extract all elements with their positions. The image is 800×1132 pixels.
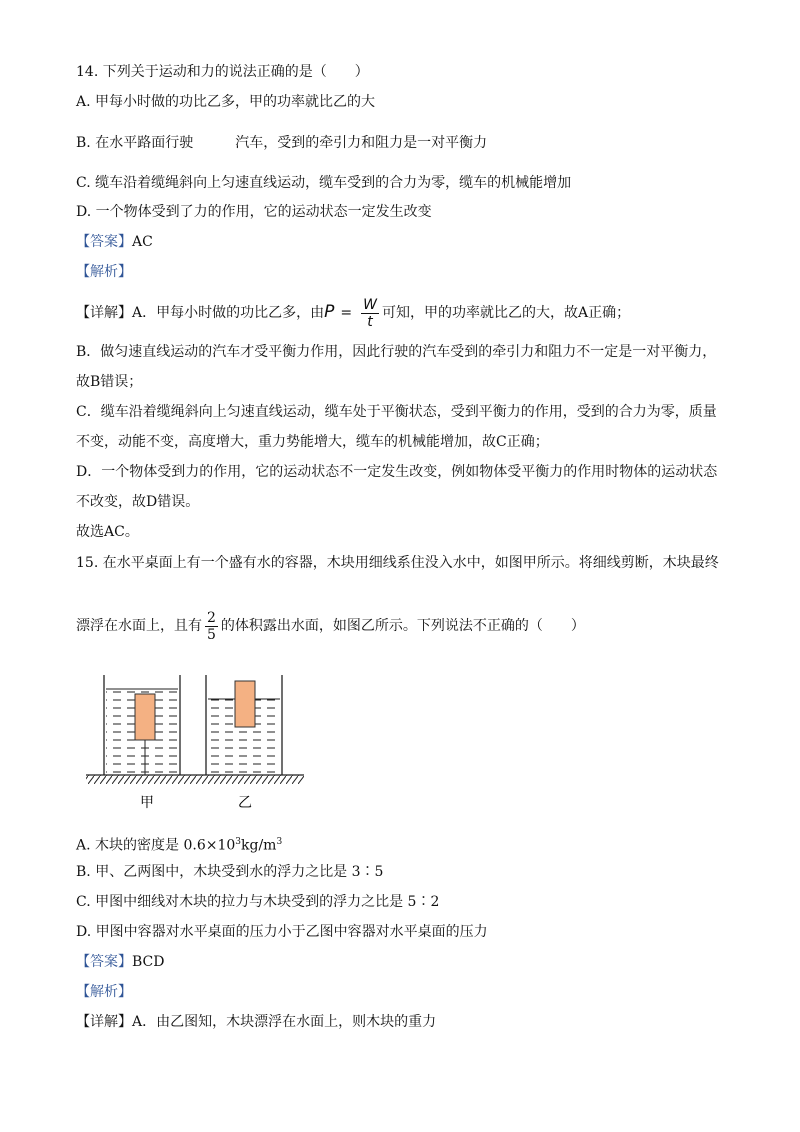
- formula-p: P: [324, 302, 335, 322]
- q15-detail-a: [76, 1012, 436, 1032]
- answer-value: BCD: [132, 954, 165, 970]
- formula-fraction: [361, 297, 379, 330]
- detail-a-post: 可知，甲的功率就比乙的大，故A正确；: [381, 305, 631, 321]
- q15-stem-line1: 15. 在水平桌面上有一个盛有水的容器，木块用细线系住没入水中，如图甲所示。将细线剪断，木块最终: [76, 555, 719, 571]
- container-yi: [206, 675, 282, 775]
- q14-option-d: D. 一个物体受到了力的作用，它的运动状态一定发生改变: [76, 204, 432, 220]
- q14-option-a: A. 甲每小时做的功比乙多，甲的功率就比乙的大: [76, 94, 376, 110]
- q15-option-b: B. 甲、乙两图中，木块受到水的浮力之比是 3∶5: [76, 864, 384, 880]
- q15-option-d: D. 甲图中容器对水平桌面的压力小于乙图中容器对水平桌面的压力: [76, 924, 488, 940]
- q15-analysis-tag: [76, 982, 132, 1002]
- fraction-two-fifths: [205, 610, 218, 643]
- answer-tag: 【答案】: [76, 954, 132, 970]
- q14-detail-a: [76, 294, 630, 330]
- stem-line2-post: 的体积露出水面，如图乙所示。下列说法不正确的（ ）: [220, 618, 585, 634]
- formula-num: W: [363, 296, 377, 313]
- ground-hatch: [86, 775, 304, 784]
- q14-detail-c: C．缆车沿着缆绳斜向上匀速直线运动，缆车处于平衡状态，受到平衡力的作用，受到的合力为零，质量: [76, 404, 717, 420]
- q14-option-c: C. 缆车沿着缆绳斜向上匀速直线运动，缆车受到的合力为零，缆车的机械能增加: [76, 175, 572, 191]
- q15-answer-line: [76, 952, 164, 972]
- container-jia: [104, 675, 180, 775]
- stem-line2-pre: 漂浮在水面上，且有: [76, 618, 202, 634]
- formula-den: t: [367, 313, 373, 330]
- q14-detail-d: D．一个物体受到力的作用，它的运动状态不一定发生改变，例如物体受平衡力的作用时物体的运动状态: [76, 464, 718, 480]
- option-a-text: A. 木块的密度是 0.6×10: [76, 837, 236, 854]
- q14-detail-b: B．做匀速直线运动的汽车才受平衡力作用，因此行驶的汽车受到的牵引力和阻力不一定是一对平衡力，: [76, 344, 717, 360]
- label-yi: 乙: [238, 795, 252, 811]
- option-a-unit-exp: 3: [276, 837, 283, 847]
- q15-option-c: C. 甲图中细线对木块的拉力与木块受到的浮力之比是 5∶2: [76, 894, 440, 910]
- label-jia: 甲: [140, 795, 154, 811]
- q14-stem: 14. 下列关于运动和力的说法正确的是（ ）: [76, 64, 369, 80]
- detail-a-text: A．甲每小时做的功比乙多，由: [132, 305, 325, 321]
- q14-conclusion: 故选AC。: [76, 524, 139, 540]
- q15-option-a: [76, 832, 282, 856]
- detail-tag: 【详解】: [76, 1014, 132, 1030]
- q14-answer-line: [76, 232, 153, 252]
- wood-block-jia: [135, 694, 155, 740]
- q14-detail-d2: 不改变，故D错误。: [76, 494, 200, 510]
- analysis-tag: 【解析】: [76, 264, 132, 280]
- frac-den: 5: [207, 626, 216, 643]
- answer-value: AC: [132, 234, 153, 250]
- detail-tag: 【详解】: [76, 305, 132, 321]
- wood-block-yi: [235, 681, 255, 727]
- q15-stem-line2: [76, 604, 585, 648]
- q14-analysis-tag: [76, 262, 132, 282]
- buoyancy-figure: [82, 672, 312, 812]
- q14-option-b: B. 在水平路面行驶 汽车，受到的牵引力和阻力是一对平衡力: [76, 135, 488, 151]
- detail-a-text: A．由乙图知，木块漂浮在水面上，则木块的重力: [132, 1014, 437, 1030]
- q14-detail-c2: 不变，动能不变，高度增大，重力势能增大，缆车的机械能增加，故C正确；: [76, 434, 549, 450]
- frac-num: 2: [207, 609, 216, 626]
- formula-eq: =: [340, 305, 353, 321]
- answer-tag: 【答案】: [76, 234, 132, 250]
- option-a-exp: 3: [235, 837, 242, 847]
- analysis-tag: 【解析】: [76, 984, 132, 1000]
- option-a-unit: kg/m: [241, 837, 277, 854]
- q14-detail-b2: 故B错误；: [76, 374, 143, 390]
